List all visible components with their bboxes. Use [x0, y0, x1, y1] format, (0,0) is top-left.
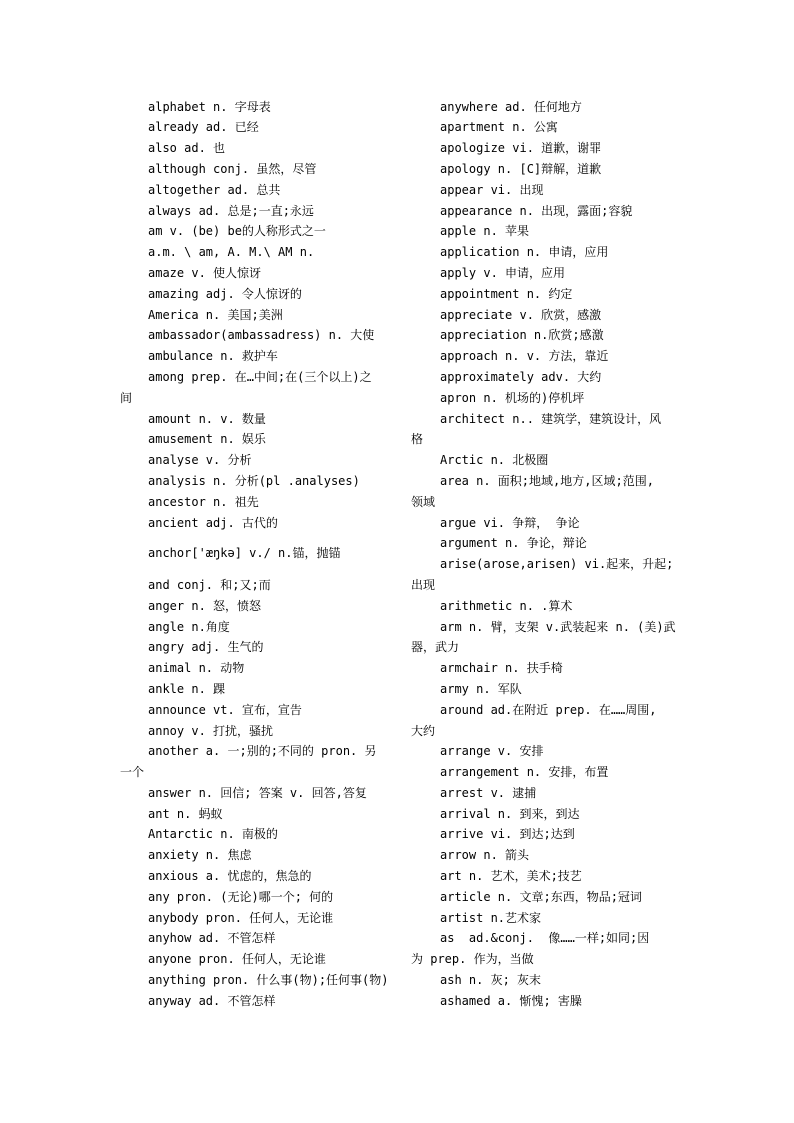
entry-architect: architect n.. 建筑学，建筑设计，风 [440, 411, 662, 426]
entry-art: art n. 艺术，美术;技艺 [440, 869, 582, 884]
entry-am: am v. (be) be的人称形式之一 [148, 224, 326, 239]
entry-around-cont: 大约 [411, 723, 436, 738]
entry-approach: approach n. v. 方法，靠近 [440, 349, 609, 364]
entry-arrangement: arrangement n. 安排，布置 [440, 765, 609, 780]
entry-anywhere: anywhere ad. 任何地方 [440, 99, 582, 114]
entry-apology: apology n. [C]辩解，道歉 [440, 161, 602, 176]
entry-arrival: arrival n. 到来，到达 [440, 806, 580, 821]
entry-anyone: anyone pron. 任何人，无论谁 [148, 952, 326, 967]
entry-ancestor: ancestor n. 祖先 [148, 494, 259, 509]
entry-ancient: ancient adj. 古代的 [148, 515, 278, 530]
entry-arrow: arrow n. 箭头 [440, 848, 530, 863]
entry-artist: artist n.艺术家 [440, 910, 542, 925]
entry-approximately: approximately adv. 大约 [440, 369, 602, 384]
entry-anchor: anchor['æŋkə] v./ n.锚，抛锚 [148, 546, 341, 561]
entry-arm: arm n. 臂，支架 v.武装起来 n. (美)武 [440, 619, 676, 634]
entry-always: always ad. 总是;一直;永远 [148, 203, 314, 218]
entry-armchair: armchair n. 扶手椅 [440, 661, 563, 676]
entry-apartment: apartment n. 公寓 [440, 120, 558, 135]
entry-animal: animal n. 动物 [148, 661, 245, 676]
entry-a-m: a.m. \ am, A. M.\ AM n. [148, 245, 315, 260]
entry-appointment: appointment n. 约定 [440, 286, 573, 301]
entry-arm-cont: 器，武力 [411, 640, 460, 655]
entry-also: also ad. 也 [148, 141, 226, 156]
entry-any: any pron. (无论)哪一个; 何的 [148, 889, 334, 904]
entry-angle: angle n.角度 [148, 619, 230, 634]
entry-already: already ad. 已经 [148, 120, 259, 135]
entry-announce: announce vt. 宣布，宣告 [148, 702, 302, 717]
entry-army: army n. 军队 [440, 681, 522, 696]
entry-argument: argument n. 争论，辩论 [440, 536, 587, 551]
entry-another-cont: 一个 [120, 765, 145, 780]
entry-apologize: apologize vi. 道歉，谢罪 [440, 141, 602, 156]
entry-answer: answer n. 回信; 答案 v. 回答,答复 [148, 785, 367, 800]
entry-apple: apple n. 苹果 [440, 224, 530, 239]
entry-ashamed: ashamed a. 惭愧; 害臊 [440, 993, 582, 1008]
entry-angry: angry adj. 生气的 [148, 640, 264, 655]
entry-arctic: Arctic n. 北极圈 [440, 453, 549, 468]
entry-anyway: anyway ad. 不管怎样 [148, 993, 276, 1008]
entry-america: America n. 美国;美洲 [148, 307, 283, 322]
entry-anxious: anxious a. 忧虑的，焦急的 [148, 869, 312, 884]
entry-another: another a. 一;别的;不同的 pron. 另 [148, 744, 377, 759]
entry-appear: appear vi. 出现 [440, 182, 544, 197]
entry-application: application n. 申请，应用 [440, 245, 609, 260]
entry-appreciate: appreciate v. 欣赏，感激 [440, 307, 602, 322]
entry-as: as ad.&conj. 像……一样;如同;因 [440, 931, 650, 946]
left-column [120, 97, 392, 1012]
entry-appearance: appearance n. 出现，露面;容貌 [440, 203, 633, 218]
entry-anxiety: anxiety n. 焦虑 [148, 848, 252, 863]
entry-anything: anything pron. 什么事(物);任何事(物) [148, 973, 389, 988]
entry-annoy: annoy v. 打扰，骚扰 [148, 723, 274, 738]
entry-amazing: amazing adj. 令人惊讶的 [148, 286, 302, 301]
entry-antarctic: Antarctic n. 南极的 [148, 827, 278, 842]
entry-analyse: analyse v. 分析 [148, 453, 252, 468]
entry-among-cont: 间 [120, 390, 133, 405]
entry-apron: apron n. 机场的)停机坪 [440, 390, 585, 405]
right-column [411, 97, 687, 1012]
entry-anyhow: anyhow ad. 不管怎样 [148, 931, 276, 946]
entry-arithmetic: arithmetic n. .算术 [440, 598, 573, 613]
entry-analysis: analysis n. 分析(pl .analyses) [148, 473, 360, 488]
entry-and: and conj. 和;又;而 [148, 577, 271, 592]
entry-arrive: arrive vi. 到达;达到 [440, 827, 575, 842]
entry-ant: ant n. 蚂蚁 [148, 806, 223, 821]
entry-as-cont: 为 prep. 作为，当做 [411, 952, 534, 967]
entry-arise: arise(arose,arisen) vi.起来，升起; [440, 557, 674, 572]
entry-arrest: arrest v. 逮捕 [440, 785, 537, 800]
entry-amusement: amusement n. 娱乐 [148, 432, 266, 447]
entry-argue: argue vi. 争辩， 争论 [440, 515, 580, 530]
entry-amaze: amaze v. 使人惊讶 [148, 265, 262, 280]
entry-alphabet: alphabet n. 字母表 [148, 99, 271, 114]
entry-altogether: altogether ad. 总共 [148, 182, 281, 197]
entry-arrange: arrange v. 安排 [440, 744, 544, 759]
entry-ambassador: ambassador(ambassadress) n. 大使 [148, 328, 375, 343]
entry-anybody: anybody pron. 任何人，无论谁 [148, 910, 334, 925]
entry-amount: amount n. v. 数量 [148, 411, 266, 426]
entry-apply: apply v. 申请，应用 [440, 265, 566, 280]
entry-among: among prep. 在…中间;在(三个以上)之 [148, 369, 372, 384]
entry-area-cont: 领域 [411, 494, 436, 509]
entry-ankle: ankle n. 踝 [148, 681, 226, 696]
entry-ash: ash n. 灰; 灰末 [440, 973, 542, 988]
entry-although: although conj. 虽然，尽管 [148, 161, 317, 176]
entry-around: around ad.在附近 prep. 在……周围, [440, 702, 657, 717]
entry-appreciation: appreciation n.欣赏;感激 [440, 328, 604, 343]
entry-ambulance: ambulance n. 救护车 [148, 349, 278, 364]
entry-arise-cont: 出现 [411, 577, 436, 592]
entry-article: article n. 文章;东西，物品;冠词 [440, 889, 642, 904]
entry-architect-cont: 格 [411, 432, 424, 447]
entry-area: area n. 面积;地域,地方,区域;范围, [440, 473, 654, 488]
entry-anger: anger n. 怒，愤怒 [148, 598, 262, 613]
